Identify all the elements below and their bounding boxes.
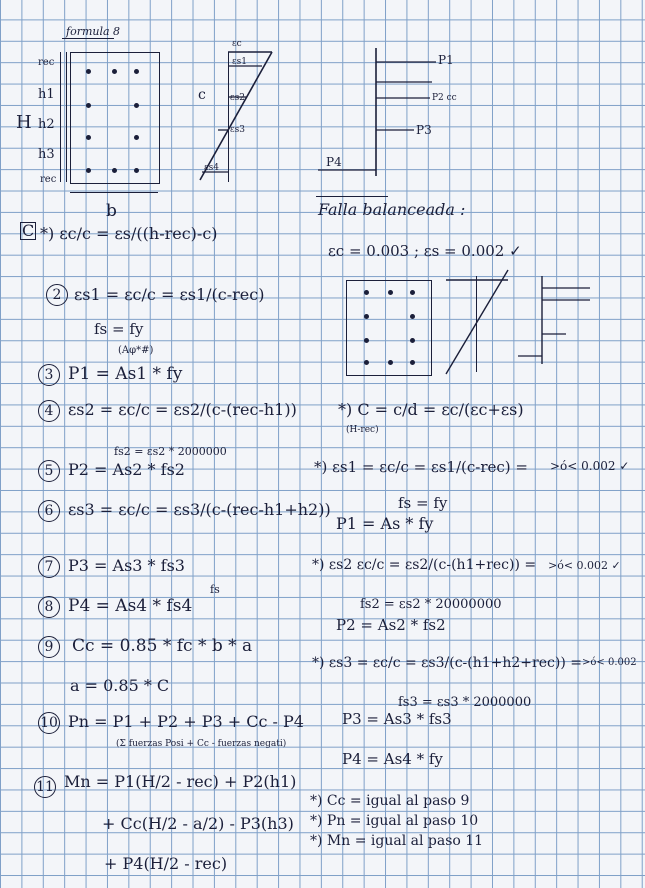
c-ratio-denominator: (H-rec) [346,425,379,435]
step-c-formula: *) εc/c = εs/((h-rec)-c) [40,224,218,243]
formula-title: formula 8 [66,25,121,38]
step-11-line2: + Cc(H/2 - a/2) - P3(h3) [102,814,294,833]
step-num-10: 10 [38,712,60,734]
rebar-dot [364,314,369,319]
strain-es4-label: εs4 [204,163,220,173]
rebar-dot [410,338,415,343]
step-9-equation: Cc = 0.85 * fc * b * a [72,636,253,656]
step-8-equation: P4 = As4 * fs4 [68,596,193,616]
h1-label: h1 [38,87,55,102]
step-10-note: (Σ fuerzas Posi + Cc - fuerzas negati) [116,739,287,749]
step-4-equation: εs2 = εc/c = εs2/(c-(rec-h1)) [68,400,297,419]
rec-bottom-label: rec [40,174,57,185]
es1-equation: *) εs1 = εc/c = εs1/(c-rec) = [314,458,528,476]
step-2-equation: εs1 = εc/c = εs1/(c-rec) [74,285,265,304]
step-num-9: 9 [38,636,60,658]
step-num-8: 8 [38,596,60,618]
right-fs-fy: fs = fy [398,494,448,512]
right-cc-ref: *) Cc = igual al paso 9 [310,793,470,809]
force-p4-label: P4 [326,155,342,169]
h3-label: h3 [38,147,55,162]
es3-compare: >ó< 0.002 [582,657,637,668]
right-fs2-equation: fs2 = εs2 * 20000000 [360,597,502,612]
step-11-line1: Mn = P1(H/2 - rec) + P2(h1) [64,772,297,791]
H-label: H [16,112,32,133]
step-2-note: (Aφ*#) [118,345,154,356]
step-c-label: C [22,221,35,240]
right-fs3-equation: fs3 = εs3 * 2000000 [398,695,532,710]
step-num-3: 3 [38,364,60,386]
rebar-dot [410,360,415,365]
right-p4-equation: P4 = As4 * fy [342,750,443,768]
right-p2-equation: P2 = As2 * fs2 [336,616,446,634]
step-3-equation: P1 = As1 * fy [68,364,183,384]
right-mn-ref: *) Mn = igual al paso 11 [310,833,484,849]
right-p3-equation: P3 = As3 * fs3 [342,710,452,728]
rebar-dot [364,290,369,295]
step-7-equation: P3 = As3 * fs3 [68,556,185,575]
step-4-sub: fs2 = εs2 * 2000000 [114,445,227,458]
rebar-dot [410,290,415,295]
strain-ec-label: εc [232,39,242,49]
rebar-dot [410,314,415,319]
step-9-sub: a = 0.85 * C [70,676,170,695]
step-num-11: 11 [34,776,56,798]
h2-label: h2 [38,117,55,132]
force-p2-cc-label: P2 cc [432,93,457,103]
right-p1-equation: P1 = As * fy [336,514,434,533]
b-label: b [106,201,117,221]
right-strain-axis [476,276,477,372]
step-num-5: 5 [38,460,60,482]
c-ratio-equation: *) C = c/d = εc/(εc+εs) [338,400,524,419]
step-num-7: 7 [38,556,60,578]
step-8-fs: fs [210,583,220,596]
es2-compare: >ó< 0.002 ✓ [548,559,621,572]
step-num-4: 4 [38,400,60,422]
heading-overline [316,196,388,197]
es2-equation: *) εs2 εc/c = εs2/(c-(h1+rec)) = [312,557,537,573]
balanced-strains: εc = 0.003 ; εs = 0.002 ✓ [328,242,522,260]
rec-top-label: rec [38,57,55,68]
strain-es2-label: εs2 [230,93,246,103]
step-6-equation: εs3 = εc/c = εs3/(c-(rec-h1+h2)) [68,500,331,519]
es3-equation: *) εs3 = εc/c = εs3/(c-(h1+h2+rec)) = [312,655,582,671]
rebar-dot [388,290,393,295]
neutral-axis-c-label: c [198,87,206,103]
step-2-fs: fs = fy [94,320,144,338]
step-10-equation: Pn = P1 + P2 + P3 + Cc - P4 [68,712,304,731]
balanced-failure-heading: Falla balanceada : [318,200,466,219]
strain-es3-label: εs3 [230,125,246,135]
step-11-line3: + P4(H/2 - rec) [104,854,228,873]
strain-es1-label: εs1 [232,57,248,67]
rebar-dot [364,338,369,343]
right-pn-ref: *) Pn = igual al paso 10 [310,813,479,829]
force-p1-label: P1 [438,53,454,67]
step-num-6: 6 [38,500,60,522]
es1-compare: >ó< 0.002 ✓ [550,459,630,473]
step-num-2: 2 [46,284,68,306]
force-p3-label: P3 [416,123,432,137]
rebar-dot [364,360,369,365]
rebar-dot [388,360,393,365]
step-5-equation: P2 = As2 * fs2 [68,460,185,479]
